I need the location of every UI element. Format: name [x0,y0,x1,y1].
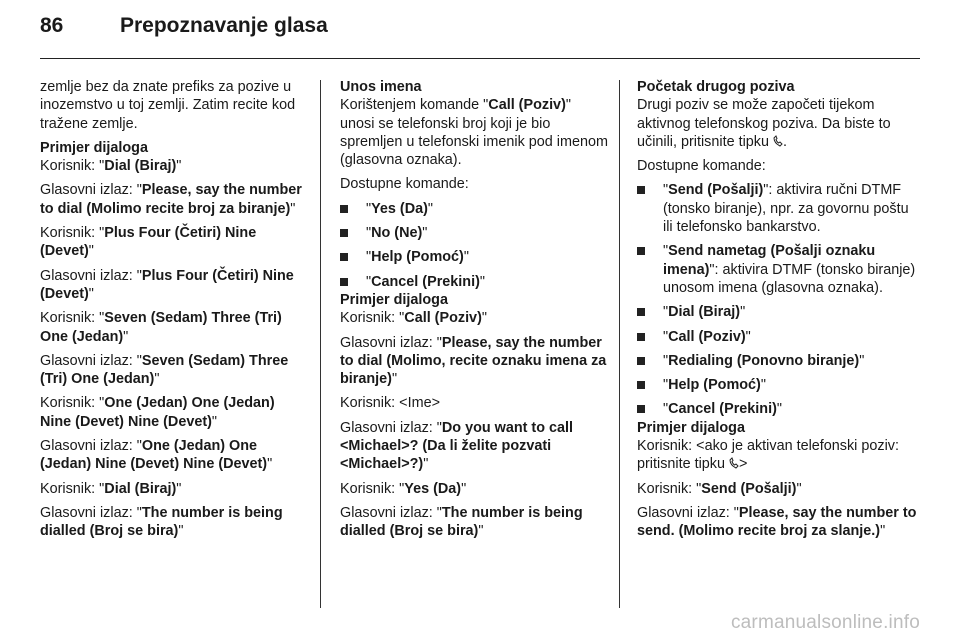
dialog-line: Glasovni izlaz: "Seven (Sedam) Three (Tri) One (Jedan)" [40,352,289,388]
list-item: "Cancel (Prekini)" [340,273,608,291]
column-divider [320,80,321,608]
list-item: "Help (Pomoć)" [637,376,917,394]
dialog-line: Glasovni izlaz: "The number is being dialled (Broj se bira)" [340,504,583,540]
dialog-line: Glasovni izlaz: "One (Jedan) One (Jedan) Nine (Devet) Nine (Devet)" [40,438,273,473]
list-item: "Send (Pošalji)": aktivira ručni DTMF (tonsko biranje), npr. za govornu poštu ili telefonsko bankarstvo. [637,181,917,236]
dialog-line: Korisnik: "Dial (Biraj)" [40,480,182,497]
dialog-line: Glasovni izlaz: "The number is being dialled (Broj se bira)" [40,504,283,540]
watermark: carmanualsonline.info [730,612,920,633]
dialog-line: Glasovni izlaz: "Plus Four (Četiri) Nine (Devet)" [40,267,294,302]
list-item: "Cancel (Prekini)" [637,400,917,418]
dialog-line: Korisnik: "Plus Four (Četiri) Nine (Devet)" [40,225,257,260]
column-middle [340,78,608,547]
dialog-line: Korisnik: <Ime> [340,395,440,412]
intro-paragraph: Drugi poziv se može započeti tijekom aktivnog telefonskog poziva. Da biste to učinili, pritisnite tipku . [637,97,891,150]
section-heading-name-entry: Unos imena [340,79,422,95]
dialog-lines [340,309,608,540]
dialog-line: Korisnik: "Yes (Da)" [340,480,467,497]
intro-paragraph: Korištenjem komande "Call (Poziv)" unosi se telefonski broj koji je bio spremljen u telefonski imenik pod imenom (glasovna oznaka). [340,97,608,169]
list-item: "Call (Poziv)" [637,328,917,346]
dialog-line: Glasovni izlaz: "Do you want to call <Michael>? (Da li želite pozvati <Michael>?)" [340,419,574,473]
dialog-line: Glasovni izlaz: "Please, say the number to dial (Molimo recite broj za biranje)" [40,182,302,217]
section-heading-dialog-example: Primjer dijaloga [637,419,745,436]
dialog-line: Korisnik: "One (Jedan) One (Jedan) Nine (Devet) Nine (Devet)" [40,395,275,430]
list-item: "Dial (Biraj)" [637,303,917,321]
section-heading-dialog-example: Primjer dijaloga [40,139,148,156]
dialog-line: Korisnik: "Dial (Biraj)" [40,158,182,175]
section-heading-dialog-example: Primjer dijaloga [340,291,448,308]
column-left [40,78,308,547]
command-list [637,181,917,418]
command-list [340,200,608,291]
dialog-line: Korisnik: "Send (Pošalji)" [637,480,802,497]
phone-icon [729,457,739,469]
page-number: 86 [40,14,64,37]
list-item: "Send nametag (Pošalji oznaku imena)": aktivira DTMF (tonsko biranje) unosom imena (glasovna oznaka). [637,242,917,297]
list-item: "No (Ne)" [340,224,608,242]
column-divider [619,80,620,608]
list-item: "Yes (Da)" [340,200,608,218]
list-item: "Redialing (Ponovno biranje)" [637,352,917,370]
dialog-line: Korisnik: <ako je aktivan telefonski poziv: pritisnite tipku > [637,438,899,473]
commands-label: Dostupne komande: [637,158,766,175]
dialog-line: Korisnik: "Call (Poziv)" [340,310,487,327]
header-rule [40,58,920,59]
column-right [637,78,917,547]
page-title: Prepoznavanje glasa [120,14,328,37]
dialog-lines [40,157,308,540]
dialog-line: Glasovni izlaz: "Please, say the number to send. (Molimo recite broj za slanje.)" [637,504,917,540]
list-item: "Help (Pomoć)" [340,248,608,266]
phone-icon [773,135,783,147]
section-heading-second-call: Početak drugog poziva [637,79,795,95]
dialog-line: Korisnik: "Seven (Sedam) Three (Tri) One (Jedan)" [40,310,282,345]
intro-paragraph: zemlje bez da znate prefiks za pozive u inozemstvo u toj zemlji. Zatim recite kod tražene zemlje. [40,79,296,132]
dialog-line: Glasovni izlaz: "Please, say the number to dial (Molimo, recite oznaku imena za biranje)" [340,334,607,388]
commands-label: Dostupne komande: [340,176,469,193]
